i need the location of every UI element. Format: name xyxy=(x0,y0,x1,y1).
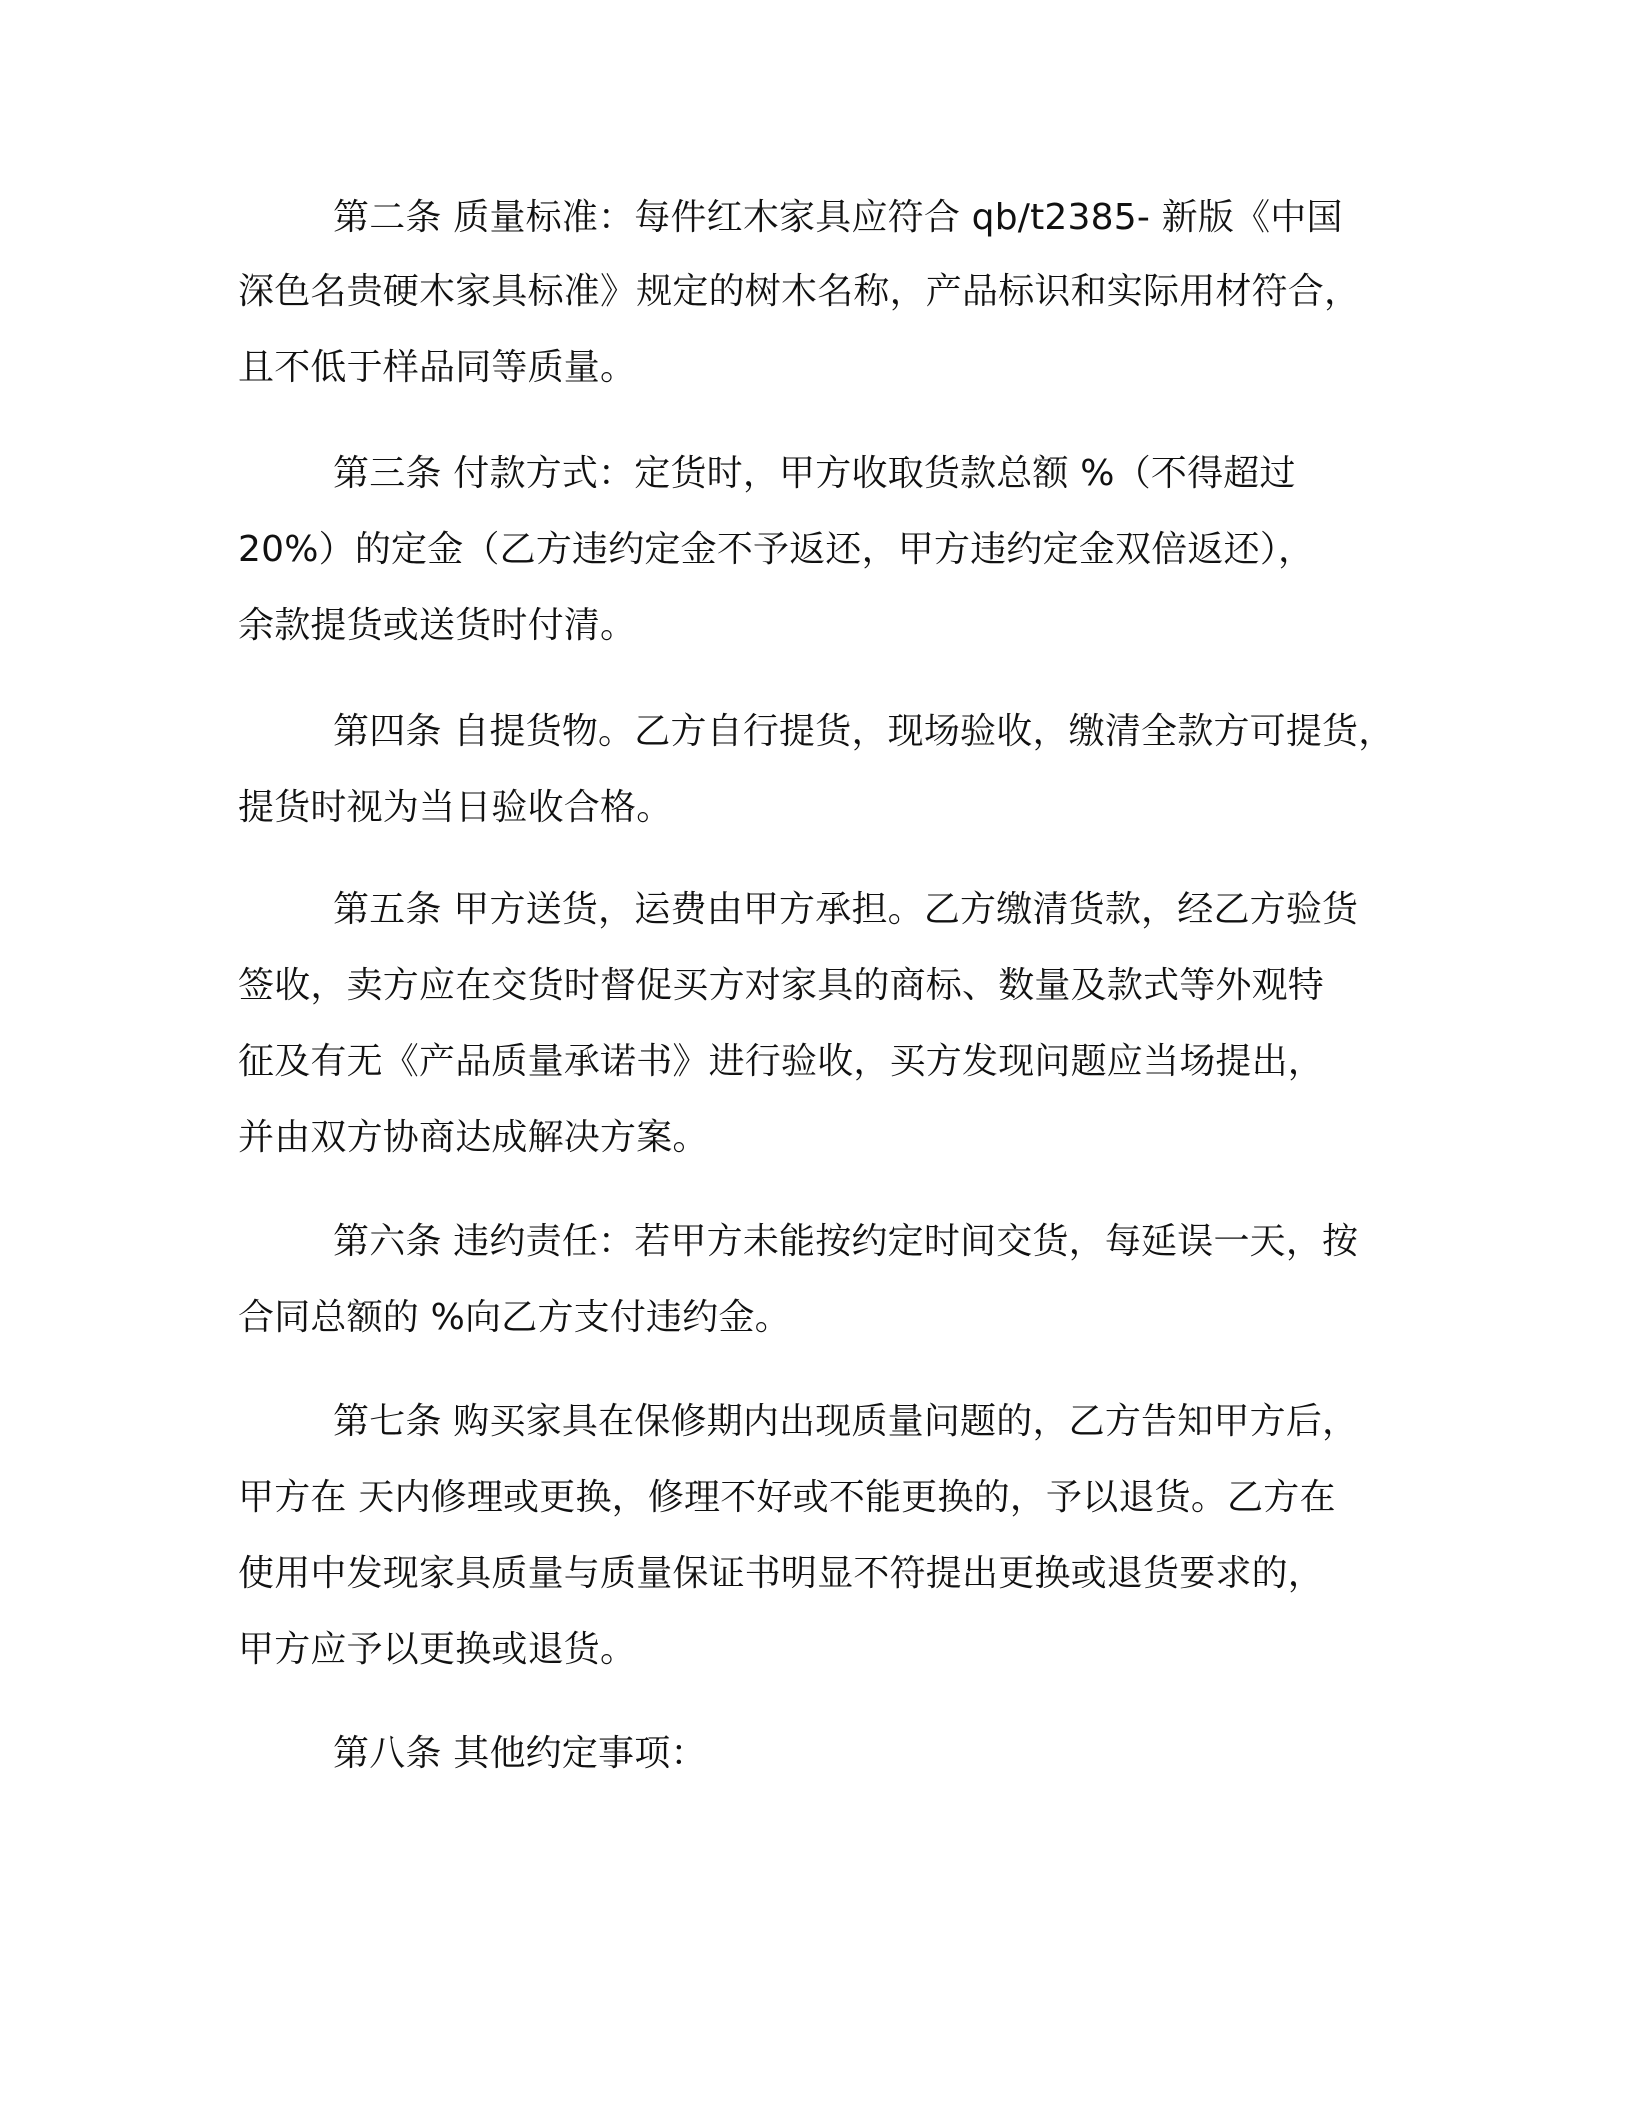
clause-7-line-3: 使用中发现家具质量与质量保证书明显不符提出更换或退货要求的， xyxy=(238,1553,1325,1594)
clause-3-line-3: 余款提货或送货时付清。 xyxy=(238,605,637,646)
clause-7-line-1: 第七条 购买家具在保修期内出现质量问题的，乙方告知甲方后， xyxy=(333,1401,1359,1442)
clause-7-line-4: 甲方应予以更换或退货。 xyxy=(238,1629,637,1670)
clause-6-line-2: 合同总额的 %向乙方支付违约金。 xyxy=(238,1297,791,1338)
clause-2-line-3: 且不低于样品同等质量。 xyxy=(238,347,637,388)
clause-4-line-1: 第四条 自提货物。乙方自行提货，现场验收，缴清全款方可提货， xyxy=(333,711,1395,752)
clause-4-line-2: 提货时视为当日验收合格。 xyxy=(238,787,673,828)
clause-8-line-1: 第八条 其他约定事项： xyxy=(333,1733,707,1774)
clause-5-line-3: 征及有无《产品质量承诺书》进行验收，买方发现问题应当场提出， xyxy=(238,1041,1325,1082)
clause-5-line-1: 第五条 甲方送货，运费由甲方承担。乙方缴清货款，经乙方验货 xyxy=(333,889,1359,930)
clause-3-line-1: 第三条 付款方式：定货时，甲方收取货款总额 %（不得超过 xyxy=(333,453,1296,494)
clause-5-line-2: 签收，卖方应在交货时督促买方对家具的商标、数量及款式等外观特 xyxy=(238,965,1325,1006)
clause-3-line-2: 20%）的定金（乙方违约定金不予返还，甲方违约定金双倍返还）， xyxy=(238,529,1315,570)
clause-2-line-1: 第二条 质量标准：每件红木家具应符合 qb/t2385- 新版《中国 xyxy=(333,197,1343,238)
clause-5-line-4: 并由双方协商达成解决方案。 xyxy=(238,1117,709,1158)
clause-2-line-2: 深色名贵硬木家具标准》规定的树木名称，产品标识和实际用材符合， xyxy=(238,271,1361,312)
clause-7-line-2: 甲方在 天内修理或更换，修理不好或不能更换的，予以退货。乙方在 xyxy=(238,1477,1336,1518)
clause-6-line-1: 第六条 违约责任：若甲方未能按约定时间交货，每延误一天，按 xyxy=(333,1221,1359,1262)
